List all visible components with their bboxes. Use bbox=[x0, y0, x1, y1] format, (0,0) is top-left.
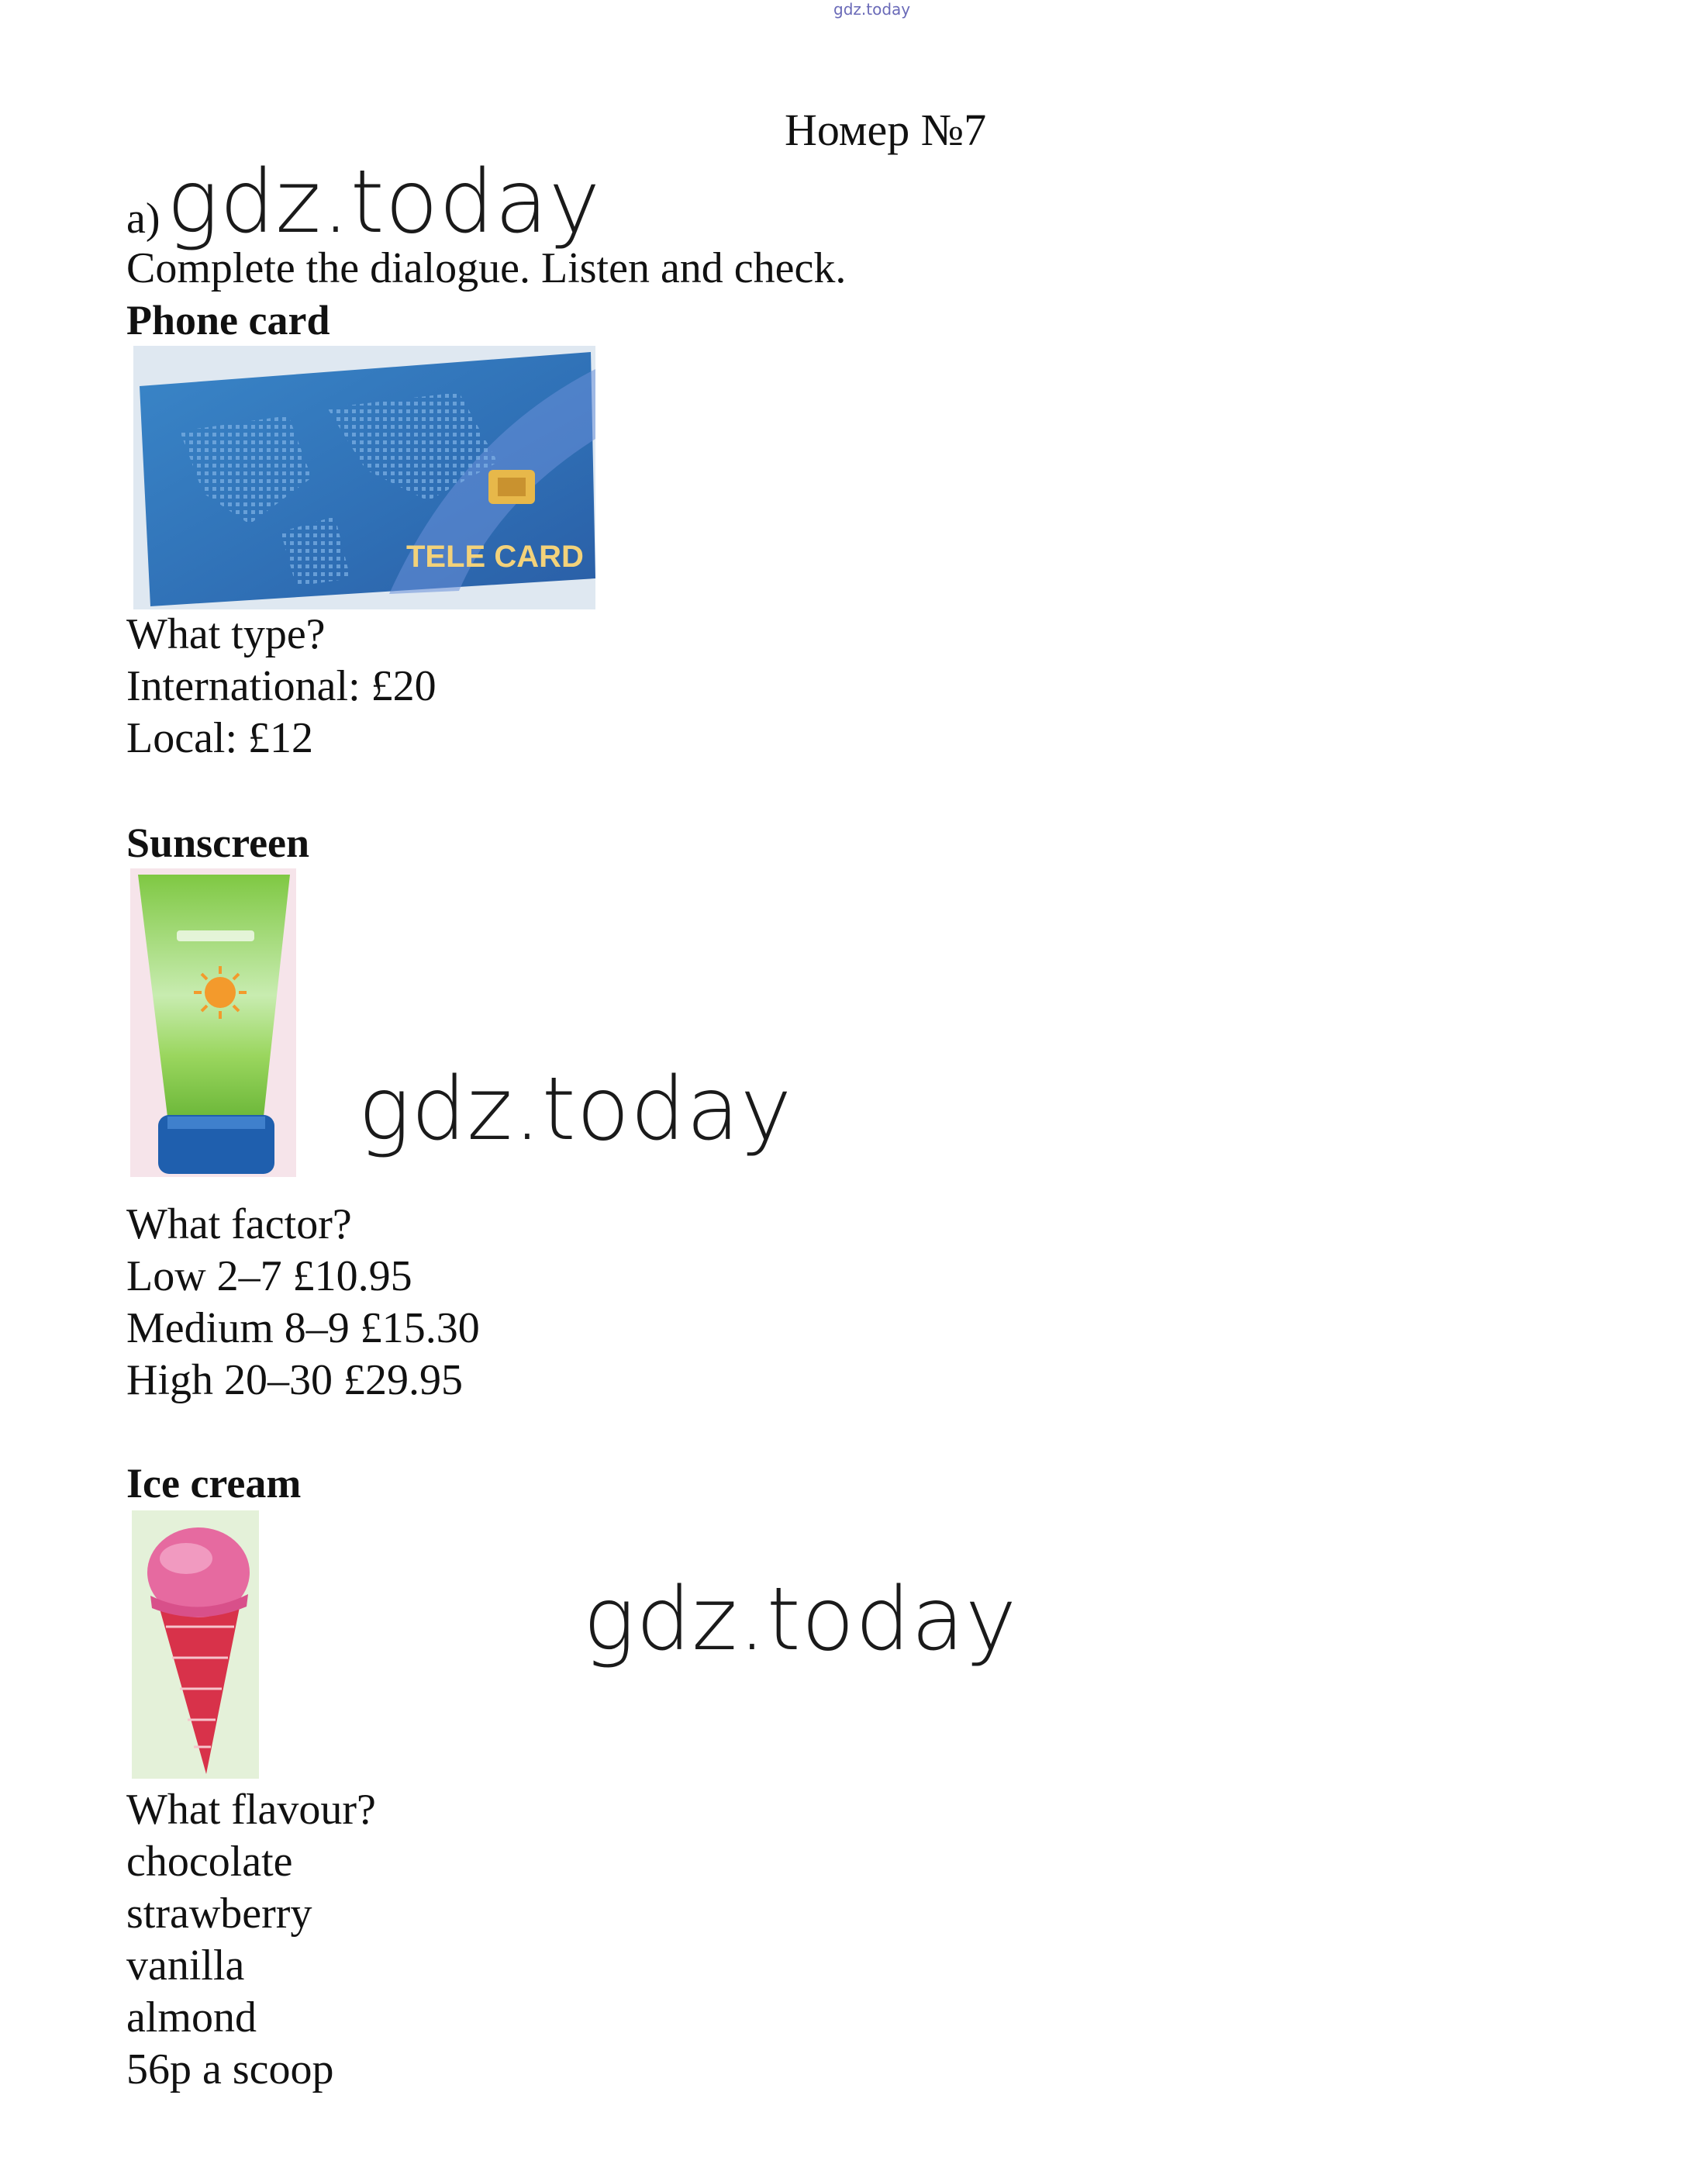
ice-cream-line-5: almond bbox=[126, 1993, 257, 2042]
lower-watermark: gdz.today bbox=[583, 1569, 1018, 1670]
mid-watermark: gdz.today bbox=[358, 1059, 793, 1160]
sunscreen-line-2: Low 2–7 £10.95 bbox=[126, 1252, 412, 1300]
phone-line-1: What type? bbox=[126, 610, 326, 658]
header-watermark: gdz.today bbox=[167, 152, 602, 253]
phone-line-2: International: £20 bbox=[126, 662, 436, 710]
part-label: a) bbox=[126, 195, 160, 243]
ice-cream-line-3: strawberry bbox=[126, 1890, 312, 1938]
ice-cream-line-4: vanilla bbox=[126, 1942, 245, 1990]
instruction: Complete the dialogue. Listen and check. bbox=[126, 244, 847, 292]
sunscreen-line-1: What factor? bbox=[126, 1200, 352, 1248]
phone-line-3: Local: £12 bbox=[126, 714, 314, 762]
page-number: Номер №7 bbox=[785, 105, 987, 155]
top-watermark: gdz.today bbox=[833, 0, 911, 19]
phone-card-title: Phone card bbox=[126, 297, 330, 343]
ice-cream-line-6: 56p a scoop bbox=[126, 2045, 334, 2093]
sunscreen-title: Sunscreen bbox=[126, 820, 310, 866]
phone-card-image bbox=[133, 346, 595, 609]
sunscreen-image bbox=[130, 868, 296, 1177]
tele-card-text: TELE CARD bbox=[406, 540, 584, 574]
ice-cream-line-1: What flavour? bbox=[126, 1786, 376, 1834]
sunscreen-line-3: Medium 8–9 £15.30 bbox=[126, 1304, 480, 1352]
ice-cream-line-2: chocolate bbox=[126, 1838, 293, 1886]
sunscreen-line-4: High 20–30 £29.95 bbox=[126, 1356, 463, 1404]
ice-cream-title: Ice cream bbox=[126, 1460, 302, 1507]
ice-cream-image bbox=[132, 1510, 259, 1779]
